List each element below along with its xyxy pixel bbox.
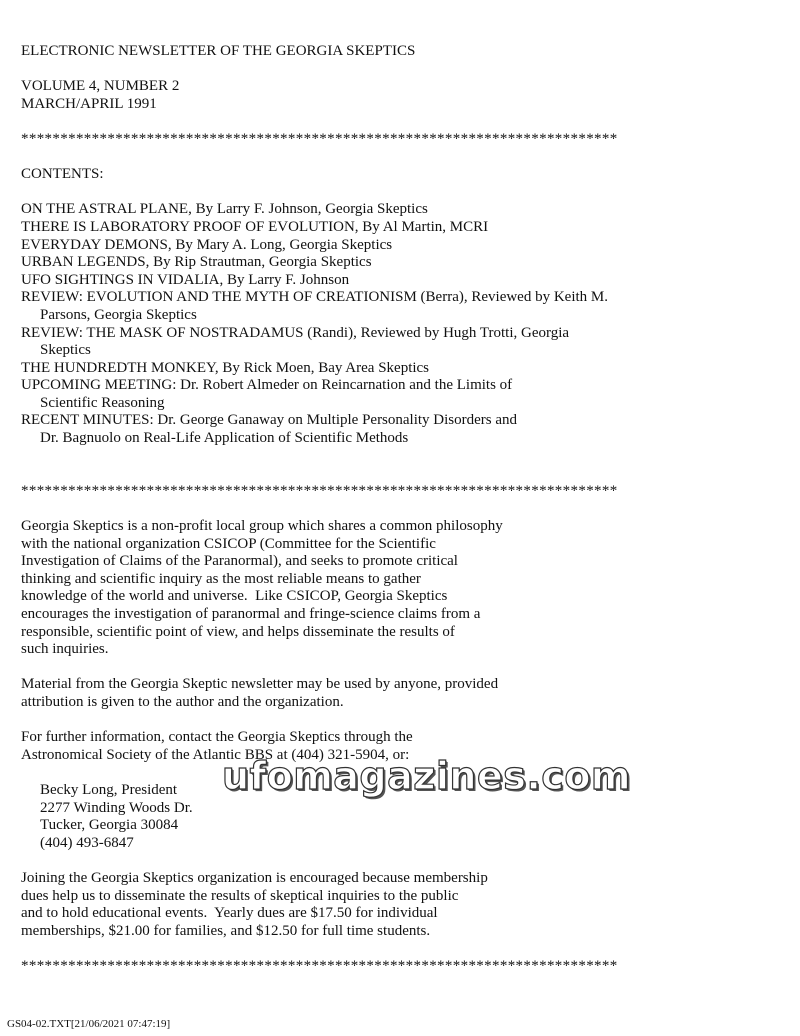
spacer (21, 940, 781, 958)
paragraph-line: responsible, scientific point of view, and helps disseminate the results of (21, 623, 455, 640)
separator-line: **************************************************************************** (21, 482, 618, 499)
spacer (21, 500, 781, 518)
contents-item-continuation: Dr. Bagnuolo on Real-Life Application of Scientific Methods (40, 430, 409, 447)
newsletter-title: ELECTRONIC NEWSLETTER OF THE GEORGIA SKEPTICS (21, 43, 416, 59)
contents-heading: CONTENTS: (21, 166, 104, 183)
paragraph-line: Material from the Georgia Skeptic newsletter may be used by anyone, provided (21, 676, 499, 693)
paragraph-line: Georgia Skeptics is a non-profit local group which shares a common philosophy (21, 518, 503, 535)
spacer (21, 465, 781, 483)
contents-item: RECENT MINUTES: Dr. George Ganaway on Multiple Personality Disorders and (21, 412, 518, 429)
file-footer: GS04-02.TXT[21/06/2021 07:47:19] (7, 1018, 171, 1030)
volume-number: VOLUME 4, NUMBER 2 (21, 78, 180, 95)
spacer (21, 149, 781, 167)
contact-phone: (404) 493-6847 (40, 834, 134, 851)
paragraph-line: encourages the investigation of paranormal and fringe-science claims from a (21, 606, 481, 622)
spacer (21, 113, 781, 131)
paragraph-line: thinking and scientific inquiry as the most reliable means to gather (21, 570, 421, 587)
newsletter-page (21, 43, 781, 975)
contents-item: ON THE ASTRAL PLANE, By Larry F. Johnson, Georgia Skeptics (21, 201, 428, 218)
spacer (21, 184, 781, 202)
contact-name: Becky Long, President (40, 781, 178, 798)
contact-street: 2277 Winding Woods Dr. (40, 799, 193, 816)
contents-item: THERE IS LABORATORY PROOF OF EVOLUTION, By Al Martin, MCRI (21, 218, 489, 235)
paragraph-line: Astronomical Society of the Atlantic BBS at (404) 321-5904, or: (21, 746, 410, 763)
contents-item: REVIEW: THE MASK OF NOSTRADAMUS (Randi), Reviewed by Hugh Trotti, Georgia (21, 324, 570, 341)
contents-item: UPCOMING MEETING: Dr. Robert Almeder on Reincarnation and the Limits of (21, 377, 513, 394)
paragraph-line: with the national organization CSICOP (Committee for the Scientific (21, 535, 436, 552)
contents-item: THE HUNDREDTH MONKEY, By Rick Moen, Bay Area Skeptics (21, 359, 430, 376)
watermark-text: ufomagazines.com (222, 754, 632, 798)
spacer (21, 659, 781, 677)
about-paragraph (21, 518, 781, 659)
paragraph-line: knowledge of the world and universe. Like CSICOP, Georgia Skeptics (21, 588, 448, 605)
contents-item: REVIEW: EVOLUTION AND THE MYTH OF CREATIONISM (Berra), Reviewed by Keith M. (21, 289, 608, 306)
contents-item: URBAN LEGENDS, By Rip Strautman, Georgia Skeptics (21, 254, 372, 271)
contact-address (21, 782, 781, 852)
paragraph-line: such inquiries. (21, 641, 109, 658)
paragraph-line: Investigation of Claims of the Paranormal), and seeks to promote critical (21, 553, 458, 570)
paragraph-line: attribution is given to the author and the organization. (21, 693, 344, 710)
contents-item-continuation: Parsons, Georgia Skeptics (40, 306, 197, 323)
contact-paragraph (21, 729, 781, 764)
spacer (21, 61, 781, 79)
paragraph-line: Joining the Georgia Skeptics organization is encouraged because membership (21, 869, 488, 886)
separator-line: **************************************************************************** (21, 130, 618, 147)
contents-item-continuation: Scientific Reasoning (40, 394, 165, 411)
contents-item-continuation: Skeptics (40, 342, 91, 359)
usage-paragraph (21, 676, 781, 711)
spacer (21, 764, 781, 782)
spacer (21, 852, 781, 870)
separator-line: **************************************************************************** (21, 957, 618, 974)
paragraph-line: and to hold educational events. Yearly dues are $17.50 for individual (21, 905, 438, 922)
contents-item: EVERYDAY DEMONS, By Mary A. Long, Georgia Skeptics (21, 236, 393, 253)
membership-paragraph (21, 870, 781, 940)
contact-city: Tucker, Georgia 30084 (40, 817, 179, 834)
paragraph-line: memberships, $21.00 for families, and $12.50 for full time students. (21, 922, 431, 939)
issue-date: MARCH/APRIL 1991 (21, 95, 157, 112)
contents-list (21, 201, 781, 447)
spacer (21, 712, 781, 730)
paragraph-line: For further information, contact the Georgia Skeptics through the (21, 729, 413, 746)
paragraph-line: dues help us to disseminate the results of skeptical inquiries to the public (21, 887, 459, 904)
spacer (21, 448, 781, 466)
contents-item: UFO SIGHTINGS IN VIDALIA, By Larry F. Johnson (21, 271, 350, 288)
